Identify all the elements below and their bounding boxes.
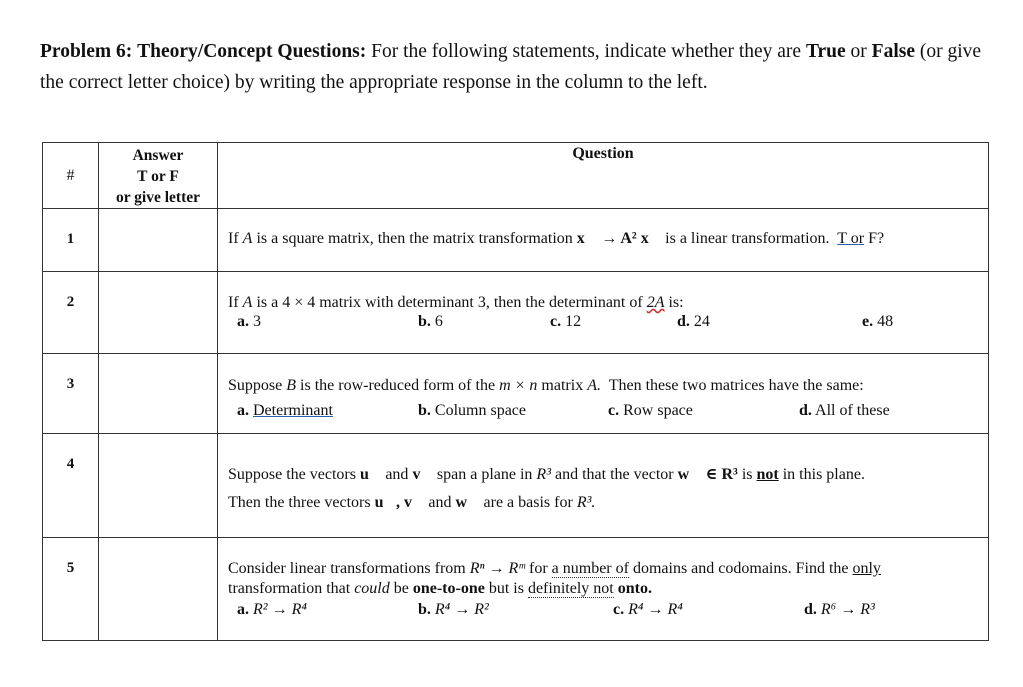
option-c: c. R⁴ → R⁴ bbox=[613, 601, 683, 618]
table-row bbox=[43, 209, 989, 272]
header-answer-title: Answer bbox=[132, 147, 184, 164]
intro-text-c: (or give the correct letter choice) by writing the appropriate response in the column to the left. bbox=[40, 41, 982, 93]
table-row bbox=[43, 434, 989, 538]
problem-title: Theory/Concept Questions: bbox=[137, 41, 367, 62]
answer-cell[interactable] bbox=[99, 538, 218, 641]
problem-label: Problem 6: bbox=[40, 41, 133, 62]
question-cell: If A is a 4 × 4 matrix with determinant 3, then the determinant of 2A is: a. 3 b. 6 c. 12 d. 24 e. 48 bbox=[218, 272, 989, 354]
answer-cell[interactable] bbox=[99, 354, 218, 434]
false-word: False bbox=[871, 41, 915, 62]
option-b: b. R⁴ → R² bbox=[418, 601, 489, 618]
table-row bbox=[43, 354, 989, 434]
true-word: True bbox=[805, 41, 846, 62]
answer-options bbox=[228, 600, 988, 622]
option-e: e. 48 bbox=[862, 313, 894, 330]
option-b: b. 6 bbox=[418, 313, 443, 330]
table-header-row bbox=[43, 143, 989, 209]
option-a: a. 3 bbox=[237, 313, 261, 330]
question-table bbox=[42, 142, 989, 641]
answer-cell[interactable] bbox=[99, 434, 218, 538]
row-number: 3 bbox=[43, 354, 99, 434]
answer-cell[interactable] bbox=[99, 272, 218, 354]
problem-intro bbox=[40, 36, 990, 98]
question-cell: If A is a square matrix, then the matrix transformation x⃗ → A² x⃗ is a linear transformation. T or F? bbox=[218, 209, 989, 272]
row-number: 2 bbox=[43, 272, 99, 354]
option-b: b. Column space bbox=[418, 402, 526, 419]
question-cell: Consider linear transformations from Rⁿ → Rᵐ for a number of domains and codomains. Find the only transformation that could be one-to-one but is definitely not onto. a. R² → R⁴ b. R⁴ → R² c. R⁴ → R⁴ d. R⁶ → R³ bbox=[218, 538, 989, 641]
answer-options bbox=[228, 402, 988, 424]
intro-text-a: For the following statements, indicate whether they are bbox=[371, 41, 802, 62]
option-c: c. Row space bbox=[608, 402, 693, 419]
option-a: a. R² → R⁴ bbox=[237, 601, 307, 618]
option-a: a. Determinant bbox=[237, 402, 333, 419]
header-number: # bbox=[43, 143, 99, 209]
header-question: Question bbox=[218, 143, 989, 209]
question-cell: Suppose the vectors u⃗ and v⃗ span a plane in R³ and that the vector w⃗ ∈ R³ is not in this plane. Then the three vectors u⃗, v⃗ and w⃗ are a basis for R³. bbox=[218, 434, 989, 538]
option-d: d. 24 bbox=[677, 313, 710, 330]
option-d: d. All of these bbox=[799, 402, 890, 419]
option-c: c. 12 bbox=[550, 313, 582, 330]
option-d: d. R⁶ → R³ bbox=[804, 601, 875, 618]
header-answer-tf: T or F bbox=[137, 168, 179, 185]
table-row bbox=[43, 272, 989, 354]
header-answer-letter: or give letter bbox=[115, 189, 201, 206]
header-answer bbox=[99, 143, 218, 209]
row-number: 5 bbox=[43, 538, 99, 641]
question-cell: Suppose B is the row-reduced form of the m × n matrix A. Then these two matrices have the same: a. Determinant b. Column space c. Row space d. All of these bbox=[218, 354, 989, 434]
intro-text-b: or bbox=[850, 41, 867, 62]
answer-options bbox=[228, 313, 988, 335]
table-row bbox=[43, 538, 989, 641]
row-number: 4 bbox=[43, 434, 99, 538]
true-or-choice: T or bbox=[837, 230, 865, 247]
answer-cell[interactable] bbox=[99, 209, 218, 272]
row-number: 1 bbox=[43, 209, 99, 272]
